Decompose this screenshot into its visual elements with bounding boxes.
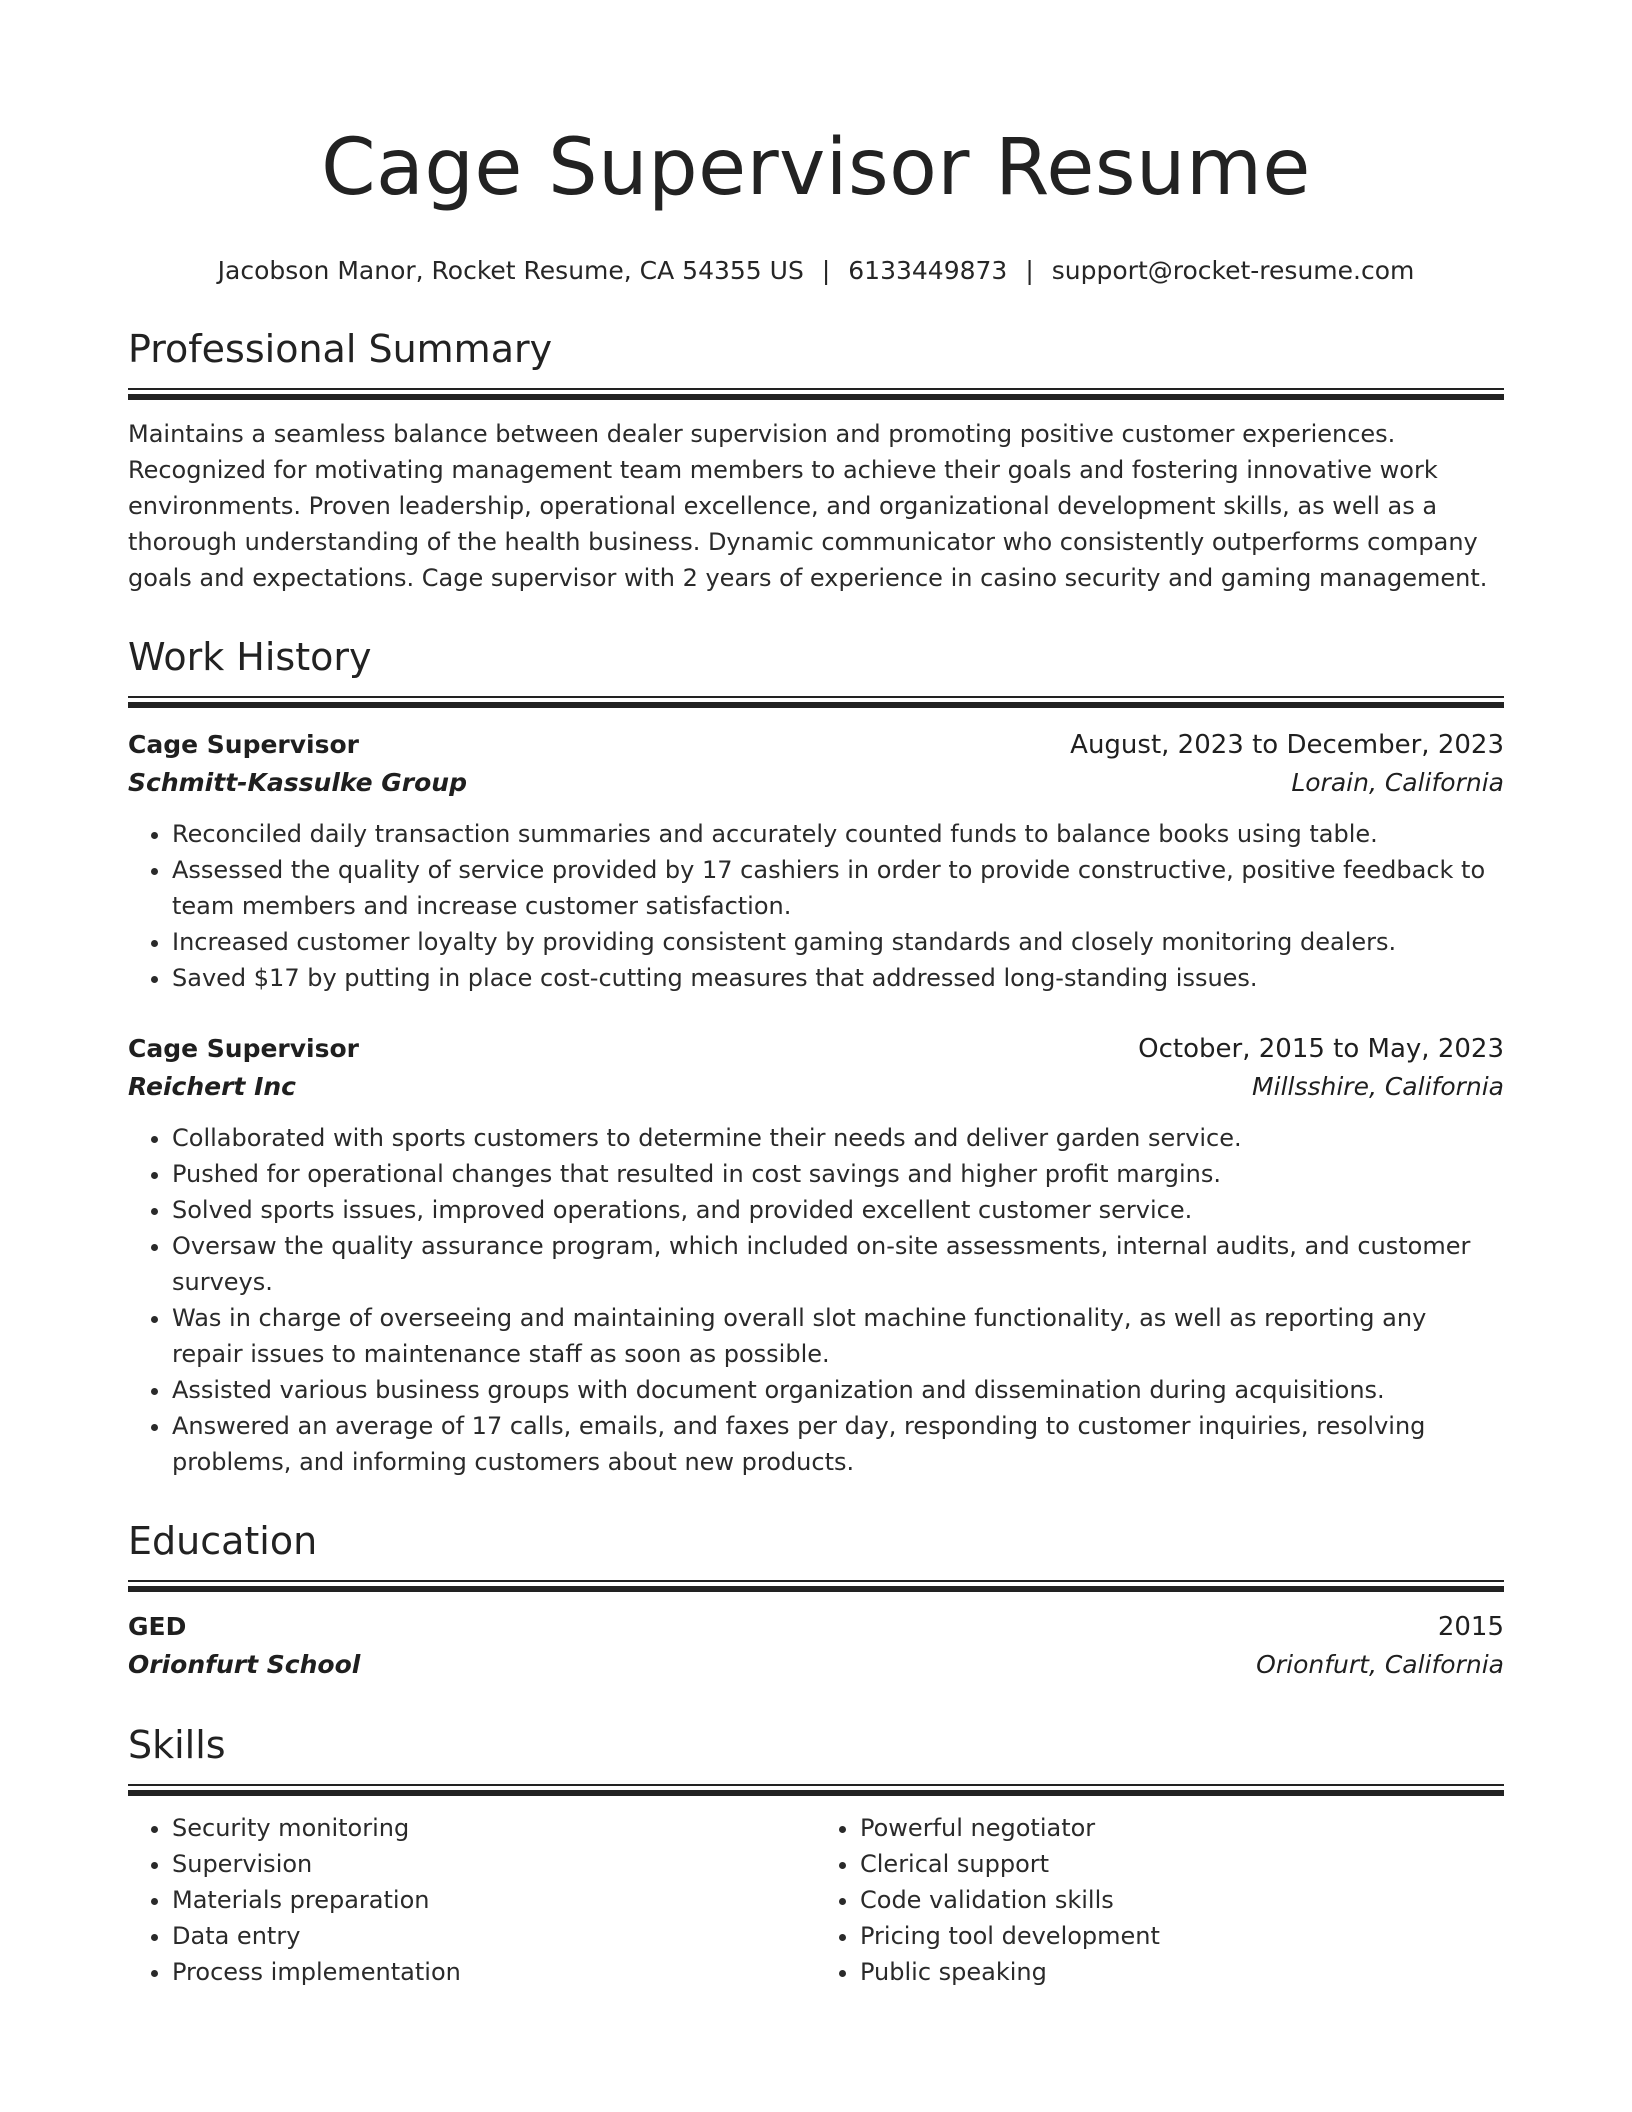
skill-item: • Data entry [172,1918,816,1954]
summary-heading: Professional Summary [128,327,553,371]
contact-address: Jacobson Manor, Rocket Resume, CA 54355 US [217,256,804,285]
section-divider [128,1784,1504,1796]
contact-line [128,254,1504,288]
job-location: Millsshire, California [1252,1072,1504,1101]
skills-list-left [128,1810,816,1990]
skill-item: • Public speaking [860,1954,1504,1990]
skill-item: • Security monitoring [172,1810,816,1846]
skill-item: • Pricing tool development [860,1918,1504,1954]
job-bullets [128,1120,1504,1480]
list-item: • Solved sports issues, improved operations, and provided excellent customer service. [172,1192,1504,1228]
resume-title: Cage Supervisor Resume [321,123,1311,213]
contact-separator: | [821,256,831,285]
education-degree: GED [128,1612,187,1641]
education-heading: Education [128,1519,318,1563]
list-item: • Reconciled daily transaction summaries and accurately counted funds to balance books using table. [172,816,1504,852]
list-item: • Oversaw the quality assurance program, which included on-site assessments, internal audits, and customer surveys. [172,1228,1504,1300]
contact-separator: | [1025,256,1034,285]
education-location: Orionfurt, California [1256,1650,1504,1679]
skills-heading: Skills [128,1723,226,1767]
skill-item: • Clerical support [860,1846,1504,1882]
job-company: Schmitt-Kassulke Group [128,768,468,797]
list-item: • Assessed the quality of service provided by 17 cashiers in order to provide constructive, positive feedback to team members and increase customer satisfaction. [172,852,1504,924]
job-bullets [128,816,1504,996]
work-history-section [128,632,1504,1480]
skills-columns [128,1810,1504,1990]
skill-item: • Supervision [172,1846,816,1882]
job-title: Cage Supervisor [128,730,360,759]
job-dates: October, 2015 to May, 2023 [1138,1034,1504,1064]
skill-item: • Code validation skills [860,1882,1504,1918]
skill-item: • Materials preparation [172,1882,816,1918]
education-school: Orionfurt School [128,1650,361,1679]
work-history-heading: Work History [128,635,372,679]
contact-email: support@rocket-resume.com [1051,256,1415,285]
education-year: 2015 [1437,1612,1504,1642]
job-entry [128,1030,1504,1480]
list-item: • Assisted various business groups with document organization and dissemination during acquisitions. [172,1372,1504,1408]
skill-item: • Process implementation [172,1954,816,1990]
list-item: • Pushed for operational changes that resulted in cost savings and higher profit margins. [172,1156,1504,1192]
list-item: • Was in charge of overseeing and maintaining overall slot machine functionality, as well as reporting any repair issues to maintenance staff as soon as possible. [172,1300,1504,1372]
contact-phone: 6133449873 [848,256,1008,285]
skill-item: • Powerful negotiator [860,1810,1504,1846]
job-title: Cage Supervisor [128,1034,360,1063]
list-item: • Collaborated with sports customers to determine their needs and deliver garden service. [172,1120,1504,1156]
job-location: Lorain, California [1291,768,1504,797]
list-item: • Saved $17 by putting in place cost-cutting measures that addressed long-standing issues. [172,960,1504,996]
skills-list-right [816,1810,1504,1990]
job-dates: August, 2023 to December, 2023 [1070,730,1504,760]
skills-section [128,1720,1504,1990]
section-divider [128,1580,1504,1592]
list-item: • Increased customer loyalty by providing consistent gaming standards and closely monitoring dealers. [172,924,1504,960]
list-item: • Answered an average of 17 calls, emails, and faxes per day, responding to customer inquiries, resolving problems, and informing customers about new products. [172,1408,1504,1480]
education-section [128,1516,1504,1684]
section-divider [128,696,1504,708]
section-divider [128,388,1504,400]
job-company: Reichert Inc [128,1072,297,1101]
job-entry [128,726,1504,996]
summary-text: Maintains a seamless balance between dealer supervision and promoting positive customer experiences. Recognized for motivating management team members to achieve their goals and fostering innovative work environments. Proven leadership, operational excellence, and organizational development skills, as well as a thorough understanding of the health business. Dynamic communicator who consistently outperforms company goals and expectations. Cage supervisor with 2 years of experience in casino security and gaming management. [128,420,1488,592]
summary-section [128,324,1504,596]
